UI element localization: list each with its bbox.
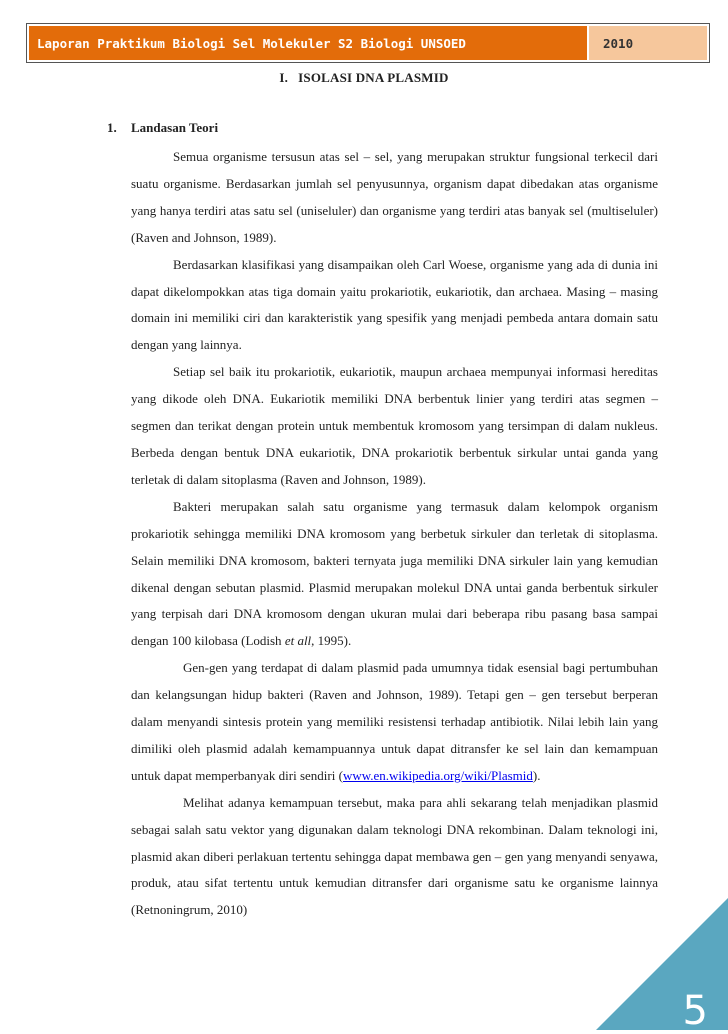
link-close-paren: ). bbox=[532, 767, 541, 783]
page-corner-decoration bbox=[596, 898, 728, 1030]
paragraph-4 bbox=[131, 494, 658, 655]
page-number: 5 bbox=[682, 988, 708, 1034]
header-year: 2010 bbox=[589, 26, 707, 60]
subsection-title: Landasan Teori bbox=[131, 120, 219, 135]
section-number: I. bbox=[279, 70, 289, 85]
link-open-paren: ( bbox=[338, 767, 343, 783]
subsection-heading bbox=[107, 120, 218, 136]
section-title bbox=[0, 70, 728, 86]
header-title: Laporan Praktikum Biologi Sel Molekuler S2 Biologi UNSOED bbox=[29, 26, 589, 60]
paragraph-1: Semua organisme tersusun atas sel – sel, yang merupakan struktur fungsional terkecil dari suatu organisme. Berdasarkan jumlah sel penyusunnya, organism dapat dibedakan atas organisme yang hanya terdiri atas satu sel (uniseluler) dan organisme yang terdiri atas banyak sel (multiseluler) (Raven and Johnson, 1989). bbox=[131, 149, 658, 245]
section-title-text: ISOLASI DNA PLASMID bbox=[298, 70, 449, 85]
citation-et-all: et all bbox=[284, 633, 312, 649]
paragraph-4-text: Bakteri merupakan salah satu organisme yang termasuk dalam kelompok organism prokariotik sehingga memiliki DNA kromosom yang berbetuk sirkuler dan terletak di sitoplasma. Selain memiliki DNA kromosom, bakteri ternyata juga memiliki DNA sirkuler lain yang kemudian dikenal dengan sebutan plasmid. Plasmid merupakan molekul DNA untai ganda berbentuk sirkuler yang terpisah dari DNA kromosom dengan ukuran mulai dari beberapa ribu pasang basa sampai dengan 100 kilobasa (Lodish bbox=[131, 498, 658, 649]
page-header bbox=[26, 23, 710, 63]
paragraph-5 bbox=[131, 655, 658, 790]
paragraph-3: Setiap sel baik itu prokariotik, eukariotik, maupun archaea mempunyai informasi hereditas yang dikode oleh DNA. Eukariotik memiliki DNA berbentuk linier yang terdiri atas segmen – segmen dan terikat dengan protein untuk membentuk kromosom yang tersimpan di dalam nukleus. Berbeda dengan bentuk DNA eukariotik, DNA prokariotik berbentuk sirkular untai ganda yang terletak di dalam sitoplasma (Raven and Johnson, 1989). bbox=[131, 364, 658, 487]
paragraph-6: Melihat adanya kemampuan tersebut, maka para ahli sekarang telah menjadikan plasmid sebagai salah satu vektor yang digunakan dalam teknologi DNA rekombinan. Dalam teknologi ini, plasmid akan diberi perlakuan tertentu sehingga dapat membawa gen – gen yang menyandi senyawa, produk, atau sifat tertentu untuk kemudian ditransfer dari organisme satu ke organisme lainnya (Retnoningrum, 2010) bbox=[131, 794, 658, 918]
wikipedia-link[interactable]: www.en.wikipedia.org/wiki/Plasmid bbox=[342, 767, 533, 783]
body-text bbox=[131, 144, 658, 924]
citation-tail: , 1995). bbox=[311, 633, 352, 649]
subsection-number: 1. bbox=[107, 120, 117, 135]
paragraph-2: Berdasarkan klasifikasi yang disampaikan oleh Carl Woese, organisme yang ada di dunia ini dapat dikelompokkan atas tiga domain yaitu prokariotik, eukariotik, dan archaea. Masing – masing domain ini memiliki ciri dan karakteristik yang spesifik yang menjadi pembeda antara domain satu dengan yang lainnya. bbox=[131, 256, 658, 353]
paragraph-5-text: Gen-gen yang terdapat di dalam plasmid pada umumnya tidak esensial bagi pertumbuhan dan kelangsungan hidup bakteri (Raven and Johnson, 1989). Tetapi gen – gen tersebut berperan dalam menyandi sintesis protein yang memiliki resistensi terhadap antibiotik. Nilai lebih lain yang dimiliki oleh plasmid adalah kemampuannya untuk dapat ditransfer ke sel lain dan kemampuan untuk dapat memperbanyak diri sendiri bbox=[131, 660, 658, 783]
